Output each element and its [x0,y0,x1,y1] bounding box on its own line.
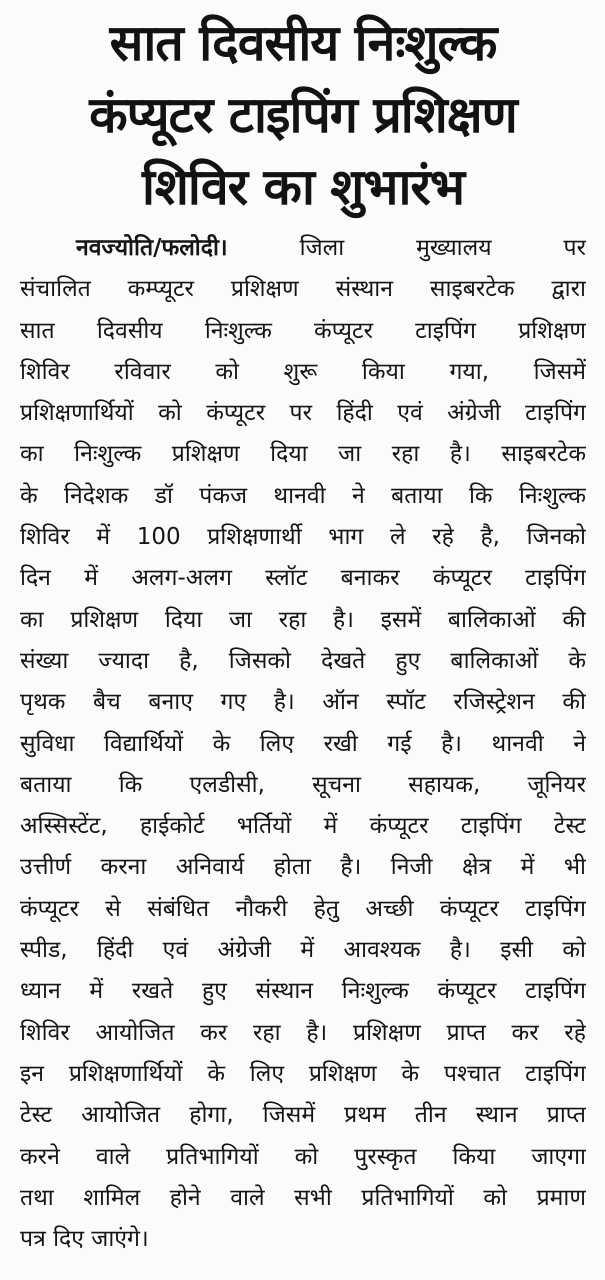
article-line: पृथक बैच बनाए गए है। ऑन स्पॉट रजिस्ट्रेशन की [20,689,586,716]
headline-line-2: कंप्यूटर टाइपिंग प्रशिक्षण [89,86,517,144]
article-line: सात दिवसीय निःशुल्क कंप्यूटर टाइपिंग प्रशिक्षण [20,317,586,344]
article-line: इन प्रशिक्षणार्थियों के लिए प्रशिक्षण के पश्चात टाइपिंग [20,1060,586,1087]
article-line: अस्सिस्टेंट, हाईकोर्ट भर्तियों में कंप्यूटर टाइपिंग टेस्ट [20,813,586,840]
article-line-text: जिला मुख्यालय पर [299,235,586,261]
article-line: दिन में अलग-अलग स्लॉट बनाकर कंप्यूटर टाइपिंग [20,565,586,592]
article-body [20,228,586,1260]
article-line: पत्र दिए जाएंगे। [20,1226,149,1253]
article-line: का प्रशिक्षण दिया जा रहा है। इसमें बालिकाओं की [20,606,586,633]
article-line: स्पीड, हिंदी एवं अंग्रेजी में आवश्यक है। इसी को [20,937,586,964]
headline-line-1: सात दिवसीय निःशुल्क [109,14,497,72]
article-line: कंप्यूटर से संबंधित नौकरी हेतु अच्छी कंप्यूटर टाइपिंग [20,895,586,922]
dateline: नवज्योति/फलोदी। [76,235,228,261]
article-line: का निःशुल्क प्रशिक्षण दिया जा रहा है। साइबरटेक [20,441,586,468]
article-line: टेस्ट आयोजित होगा, जिसमें प्रथम तीन स्थान प्राप्त [20,1102,586,1129]
article-line: शिविर आयोजित कर रहा है। प्रशिक्षण प्राप्त कर रहे [20,1019,586,1046]
article-line: के निदेशक डॉ पंकज थानवी ने बताया कि निःशुल्क [20,482,586,509]
article-line [20,228,586,269]
article-line: उत्तीर्ण करना अनिवार्य होता है। निजी क्षेत्र में भी [20,854,586,881]
article-line: ध्यान में रखते हुए संस्थान निःशुल्क कंप्यूटर टाइपिंग [20,978,586,1005]
article-line: शिविर में 100 प्रशिक्षणार्थी भाग ले रहे है, जिनको [20,524,586,551]
article-line: तथा शामिल होने वाले सभी प्रतिभागियों को प्रमाण [20,1184,586,1211]
article-line: करने वाले प्रतिभागियों को पुरस्कृत किया जाएगा [20,1143,586,1170]
article-line: बताया कि एलडीसी, सूचना सहायक, जूनियर [20,771,586,798]
article-line: सुविधा विद्यार्थियों के लिए रखी गई है। थानवी ने [20,730,586,757]
article-line: संख्या ज्यादा है, जिसको देखते हुए बालिकाओं के [20,647,586,674]
article-line: शिविर रविवार को शुरू किया गया, जिसमें [20,358,586,385]
article-line: प्रशिक्षणार्थियों को कंप्यूटर पर हिंदी एवं अंग्रेजी टाइपिंग [20,400,586,427]
headline-line-3: शिविर का शुभारंभ [141,158,464,216]
article-line: संचालित कम्प्यूटर प्रशिक्षण संस्थान साइबरटेक द्वारा [20,276,586,303]
